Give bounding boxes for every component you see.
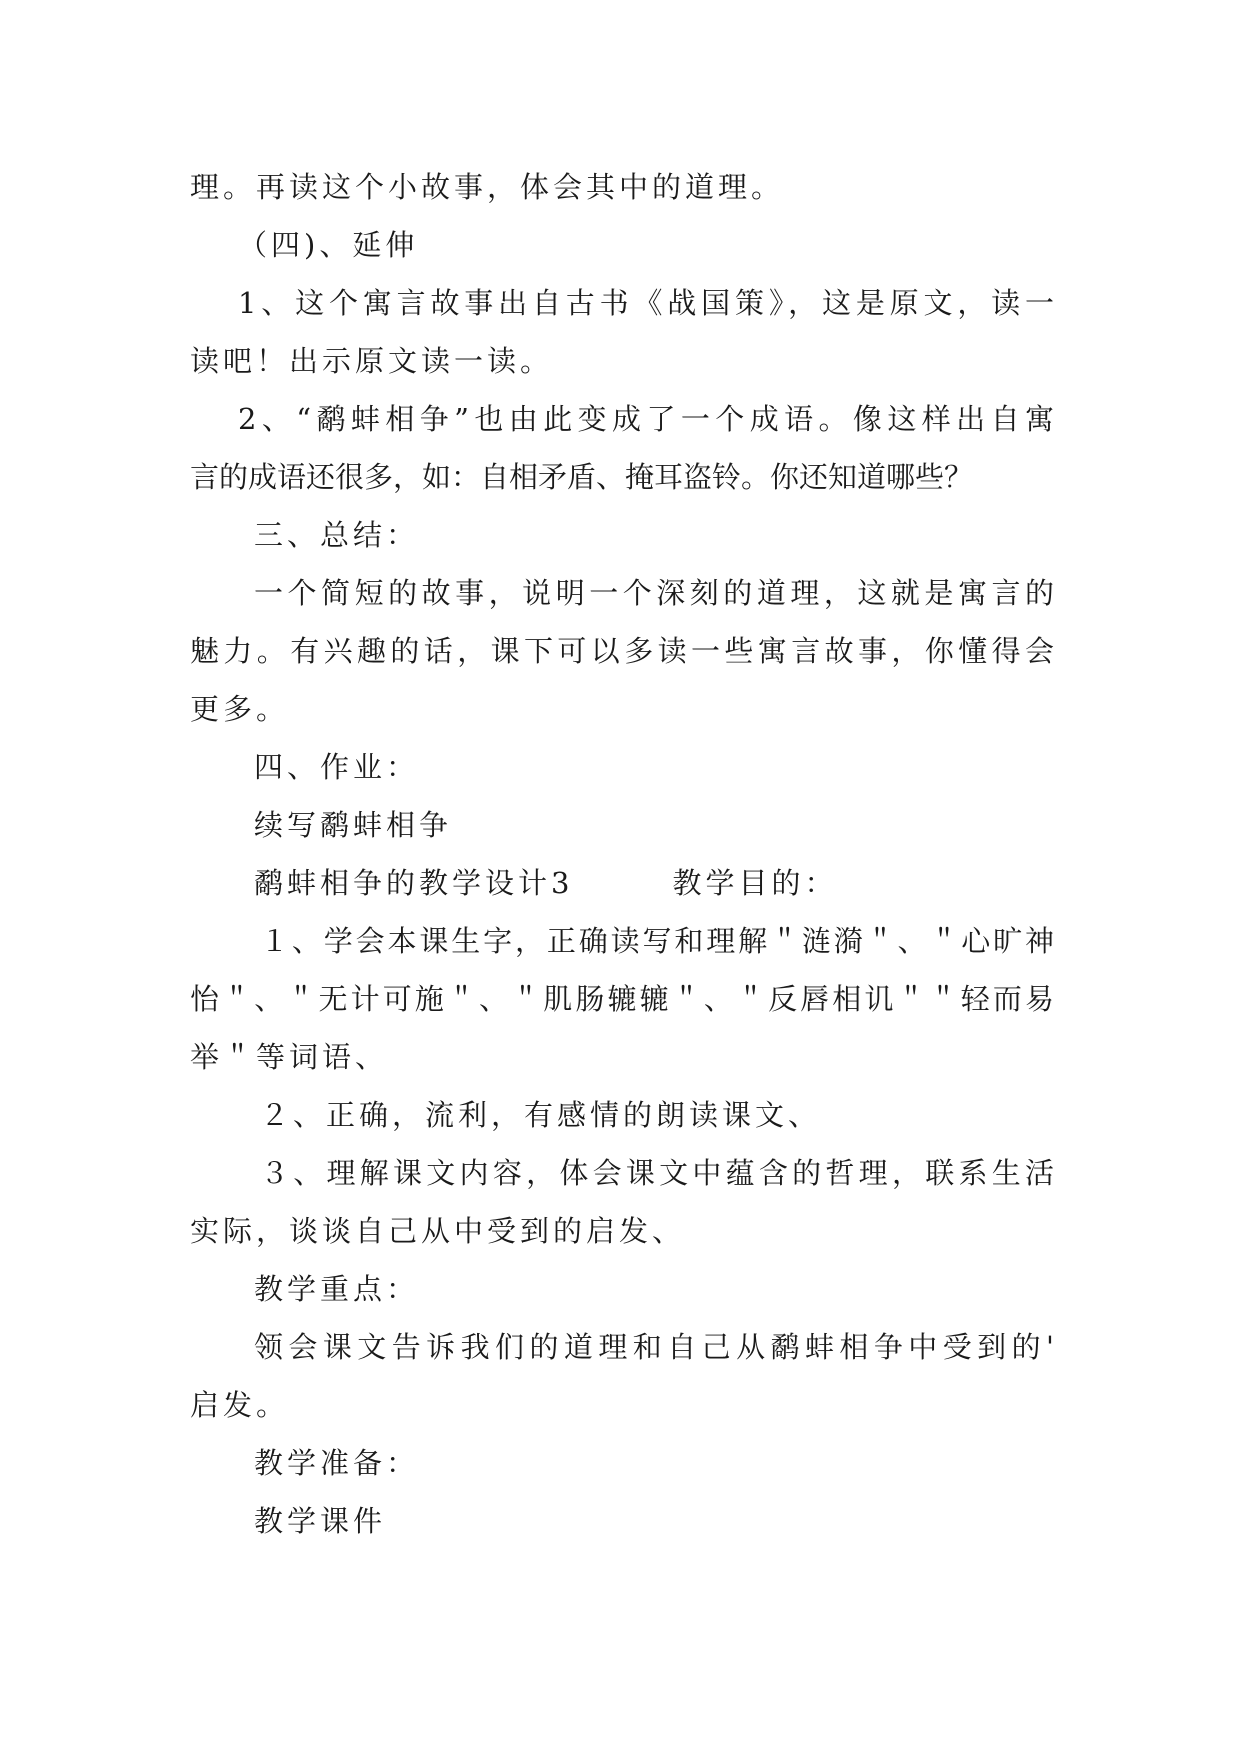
- paragraph-line: ３、理解课文内容，体会课文中蕴含的哲理，联系生活: [260, 1156, 1056, 1190]
- document-page: [190, 158, 1056, 1550]
- paragraph-line: 领会课文告诉我们的道理和自己从鹬蚌相争中受到的': [254, 1330, 1056, 1364]
- paragraph-line: 1、这个寓言故事出自古书《战国策》，这是原文，读一: [238, 286, 1056, 320]
- paragraph-line: 举＂等词语、: [190, 1040, 389, 1074]
- paragraph-line: 怡＂、＂无计可施＂、＂肌肠辘辘＂、＂反唇相讥＂＂轻而易: [190, 982, 1056, 1016]
- section-heading-summary: 三、总结：: [254, 518, 420, 552]
- section-heading-homework: 四、作业：: [254, 750, 420, 784]
- paragraph-line: 教学课件: [254, 1504, 387, 1538]
- paragraph-line: 续写鹬蚌相争: [254, 808, 453, 842]
- section-heading-key-points: 教学重点：: [254, 1272, 420, 1306]
- section-heading-extension: （四)、延伸: [238, 228, 419, 262]
- section-heading-design-3: 鹬蚌相争的教学设计3 教学目的：: [254, 866, 838, 900]
- paragraph-line: 读吧！出示原文读一读。: [190, 344, 554, 378]
- paragraph-line: 实际，谈谈自己从中受到的启发、: [190, 1214, 686, 1248]
- section-heading-preparation: 教学准备：: [254, 1446, 420, 1480]
- paragraph-line: 言的成语还很多，如：自相矛盾、掩耳盗铃。你还知道哪些？: [190, 460, 974, 494]
- paragraph-line: １、学会本课生字，正确读写和理解＂涟漪＂、＂心旷神: [260, 924, 1056, 958]
- paragraph-line: 魅力。有兴趣的话，课下可以多读一些寓言故事，你懂得会: [190, 634, 1056, 668]
- paragraph-line: ２、正确，流利，有感情的朗读课文、: [260, 1098, 822, 1132]
- paragraph-line: 2、“鹬蚌相争”也由此变成了一个成语。像这样出自寓: [238, 402, 1056, 436]
- paragraph-line: 更多。: [190, 692, 290, 726]
- paragraph-line: 启发。: [190, 1388, 290, 1422]
- paragraph-line: 理。再读这个小故事，体会其中的道理。: [190, 170, 785, 204]
- paragraph-line: 一个简短的故事，说明一个深刻的道理，这就是寓言的: [254, 576, 1056, 610]
